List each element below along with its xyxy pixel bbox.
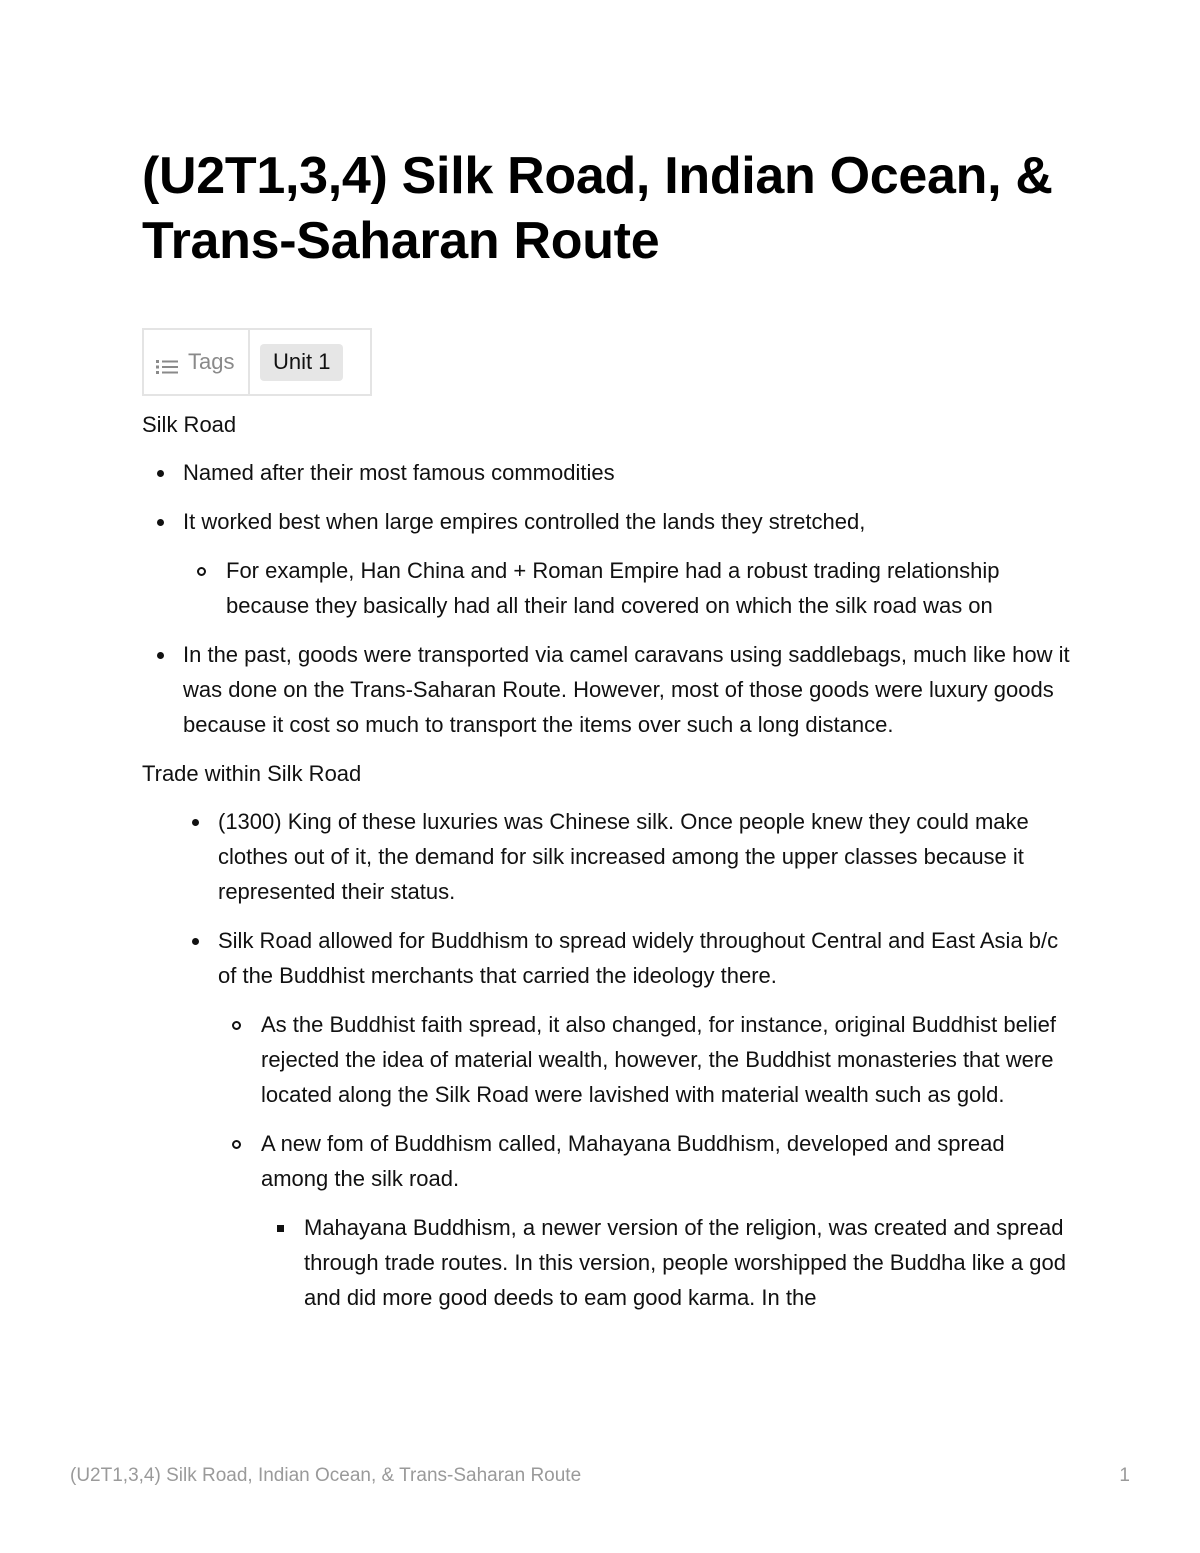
properties-table (142, 328, 372, 396)
list-item-text: A new fom of Buddhism called, Mahayana Buddhism, developed and spread among the silk road. (261, 1131, 1005, 1191)
nested-list (183, 553, 1072, 623)
list-item-text: (1300) King of these luxuries was Chinese silk. Once people knew they could make clothes out of it, the demand for silk increased among the upper classes because it represented their status. (218, 809, 1029, 904)
property-value-cell[interactable] (249, 329, 371, 395)
list-item-text: Mahayana Buddhism, a newer version of the religion, was created and spread through trade routes. In this version, people worshipped the Buddha like a god and did more good deeds to eam good karma. In the (304, 1215, 1066, 1310)
trade-list (177, 804, 1072, 1315)
list-item-text: For example, Han China and + Roman Empire had a robust trading relationship because they basically had all their land covered on which the silk road was on (226, 558, 1000, 618)
list-item (183, 553, 1072, 623)
list-item (218, 1007, 1072, 1112)
list-item (142, 504, 1072, 623)
list-item (177, 923, 1072, 1315)
property-name-cell (143, 329, 249, 395)
list-icon (156, 355, 178, 371)
list-item (142, 455, 1072, 490)
bullet-disc-icon (192, 819, 199, 826)
tag-unit-1[interactable]: Unit 1 (260, 344, 343, 381)
list-item-text: It worked best when large empires controlled the lands they stretched, (183, 509, 866, 534)
page-content (142, 407, 1072, 1329)
section-heading-silk-road: Silk Road (142, 412, 237, 437)
bullet-circle-icon (232, 1140, 241, 1149)
bullet-circle-icon (232, 1021, 241, 1030)
list-item (218, 1126, 1072, 1315)
bullet-disc-icon (157, 470, 164, 477)
list-item (261, 1210, 1072, 1315)
nested-list (218, 1007, 1072, 1315)
section-heading-trade: Trade within Silk Road (142, 761, 362, 786)
page-title: (U2T1,3,4) Silk Road, Indian Ocean, & Trans-Saharan Route (142, 147, 1053, 270)
trade-list-wrapper (142, 804, 1072, 1315)
bullet-square-icon (277, 1225, 284, 1232)
silk-road-list (142, 455, 1072, 742)
list-item-text: In the past, goods were transported via camel caravans using saddlebags, much like how it was done on the Trans-Saharan Route. However, most of those goods were luxury goods because it cost so much to transport the items over such a long distance. (183, 642, 1070, 737)
footer-document-title: (U2T1,3,4) Silk Road, Indian Ocean, & Trans-Saharan Route (70, 1465, 582, 1486)
list-item-text: As the Buddhist faith spread, it also changed, for instance, original Buddhist belief rejected the idea of material wealth, however, the Buddhist monasteries that were located along the Silk Road were lavished with material wealth such as gold. (261, 1012, 1056, 1107)
footer-page-number: 1 (1119, 1465, 1130, 1486)
list-item (177, 804, 1072, 909)
list-item-text: Named after their most famous commodities (183, 460, 615, 485)
bullet-circle-icon (197, 567, 206, 576)
bullet-disc-icon (157, 652, 164, 659)
nested-list (261, 1210, 1072, 1315)
bullet-disc-icon (157, 519, 164, 526)
list-item (142, 637, 1072, 742)
property-row-tags (143, 329, 371, 395)
bullet-disc-icon (192, 938, 199, 945)
tags-label: Tags (188, 349, 235, 374)
list-item-text: Silk Road allowed for Buddhism to spread widely throughout Central and East Asia b/c of the Buddhist merchants that carried the ideology there. (218, 928, 1059, 988)
